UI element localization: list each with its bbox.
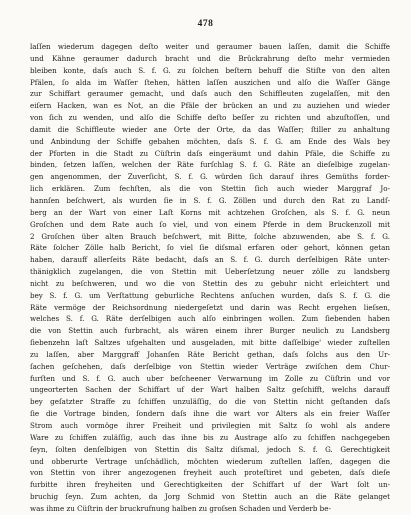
text-line: lich erklären. Zum fechſten, als die von Stettin ſich auch wieder Marggraf Jo- [30, 184, 390, 194]
text-line: ſiebenzehn laſt Saltzes ufgehalten und ausgeladen, mit bitte daſſelbige' wieder zuſtellen [30, 338, 390, 348]
text-line: eiſern Hacken, wan es Not, an die Pfäle der brücken an und zu auziehen und wieder [30, 101, 390, 111]
text-line: und Kähne geraumer dadurch bracht und die Brückrahrung deſto mehr vermieden [30, 53, 390, 63]
text-line: berg an der Wart von einer Laſt Korns mit achtzehen Groſchen, als S. f. G. neun [30, 207, 390, 217]
text-line: hannſen beſchwert, als wurden ſie in S. f. G. Zöllen und durch den Rat zu Landſ- [30, 195, 390, 205]
text-line: ſeyn, ſolten denſelbigen von Stettin dis Saltz diſsmal, jedoch S. f. G. Gerechtigkeit [30, 444, 390, 454]
text-line: furbitte ihren freyheiten und Gerechtigkeiten der Schiffart uf der Wart ſolt un- [30, 480, 390, 490]
text-line: damit die Schiffleute wieder ane Orte der Orte, da das Waſſer; ſtiller zu anhaltung [30, 124, 390, 134]
text-line: thänigklich zugelangen, die von Stettin mit Ueberſetzung neuer zölle zu landsberg [30, 267, 390, 277]
text-line: bey S. f. G. um Verſtattung geburliche Rechtens anſuchen wurden, daſs S. f. G. die [30, 290, 390, 300]
text-line: welches S. f. G. Räte derſelbigen auch alſo einbringen wollen. Zum ſiebenden haben [30, 314, 390, 324]
text-line: furſten und S. f. G. auch uber beſcheener Verwarnung im Zolle zu Cüſtrin und vor [30, 373, 390, 383]
text-line: was ihme zu Cüſtrin der bruckrufnung halben zu groſsen Schaden und Verderb be- [30, 503, 331, 513]
text-line: nicht zu beſchweren, und wo die von Stettin des zu gebuhr nicht erleichtert und [30, 278, 390, 288]
page-number: 478 [197, 19, 214, 29]
text-line: laſſen wiederum dagegen deſto weiter und geraumer bauen laſſen, damit die Schiffe [30, 42, 390, 51]
text-line: und obberurte Vertrage unſchädlich, möchten wiederum zuſtellen laſſen, dagegen die [30, 456, 390, 466]
text-line: Räte vermöge der Reichsordnung niedergeſetzt und darin was Recht ergehen lieſsen, [30, 302, 390, 312]
body-text [30, 41, 390, 515]
text-line: zur Schiffart geraumer gemacht, und daſs auch den Schiffleuten zugelaſſen, mit den [30, 89, 390, 99]
text-line: bleiben konte, daſs auch S. f. G. zu ſolchen beſtern behuff die Stiſte von den alten [30, 65, 390, 75]
text-line: Räte ſolcher Zölle halb Bericht, ſo viel ſie diſsmal erfaren oder gehort, können getan [30, 243, 390, 253]
text-line: binden, ſetzen laſſen, welchen der Räte furſchlag S. f. G. Räte an dieſelbige zugelan- [30, 160, 390, 170]
text-line: ſie die Vortrage binden, ſondern daſs ihne die wart vor Alters als ein freier Waſſer [30, 409, 390, 419]
text-line: Strom auch vormöge ihrer Freiheit und privilegien mit Saltz ſo wohl als andere [30, 421, 390, 430]
text-line: bey geſatzter Straffe zu ſchiffen unzuläſſig, do die von Stettin nicht geſtanden daſs [30, 397, 390, 407]
text-line: von ſich zu wenden, und alſo die Schiffe deſto beſſer zu richten und abzuſtoſſen, und [30, 113, 390, 123]
text-line: zu laſſen, aber Marggraff Johanſen Räte Bericht gethan, daſs ſolchs aus den Ur- [30, 349, 390, 359]
text-line: haben, darauff allerſeits Räte bedacht, daſs an S. f. G. durch derſelbigen Räte unter- [30, 255, 390, 265]
text-line: gen angenommen, der Zuverſicht, S. f. G. würden ſich darauf ihres Gemüths forder- [30, 172, 390, 182]
text-line: Pfälen, ſo alda im Waſſer ſtehen, hätten laſſen auszichen und alſo die Waſſer Gänge [30, 77, 390, 87]
text-line: die von Stettin auch furbracht, als wären einem ihrer Burger neulich zu Landsberg [30, 326, 390, 336]
text-line: bruchig ſeyn. Zum achten, da Jorg Schmid von Stettin auch an die Räte gelanget [30, 492, 390, 502]
text-line: ungeorterten Sachen der Schiffart uf der Wart halben Saltz geſchifft, welchs darauff [30, 385, 390, 395]
text-line: 2 Groſchen über alten Brauch beſchwert, mit Bitte, ſolche abzuwenden, abe S. f. G. [30, 231, 390, 241]
text-line: Ware zu ſchiffen zuläſſig, auch das ihne bis zu Austrage alſo zu ſchiffen nachgegeben [30, 432, 390, 442]
text-line: ſachen geſchehen, daſs derſelbige von Stettin wieder Verträge zwiſchen dem Chur- [30, 361, 390, 371]
text-line: von Stettin von ihrer angezogenen freyheit auch proteſtiret und gebeten, daſs dieſe [30, 468, 390, 478]
text-line: und Anbindung der Schiffe gebahen möchten, daſs S. f. G. am Ende des Wals bey [30, 136, 390, 146]
text-line: Groſchen und dem Rate auch ſo viel, und von einem Pferde in dem Bruckenzoll mit [30, 219, 390, 229]
text-line: der Pforten in die Stadt zu Cüſtrin daſs eingeräumt und dahin Pfäle, die Schiffe zu [30, 148, 390, 158]
